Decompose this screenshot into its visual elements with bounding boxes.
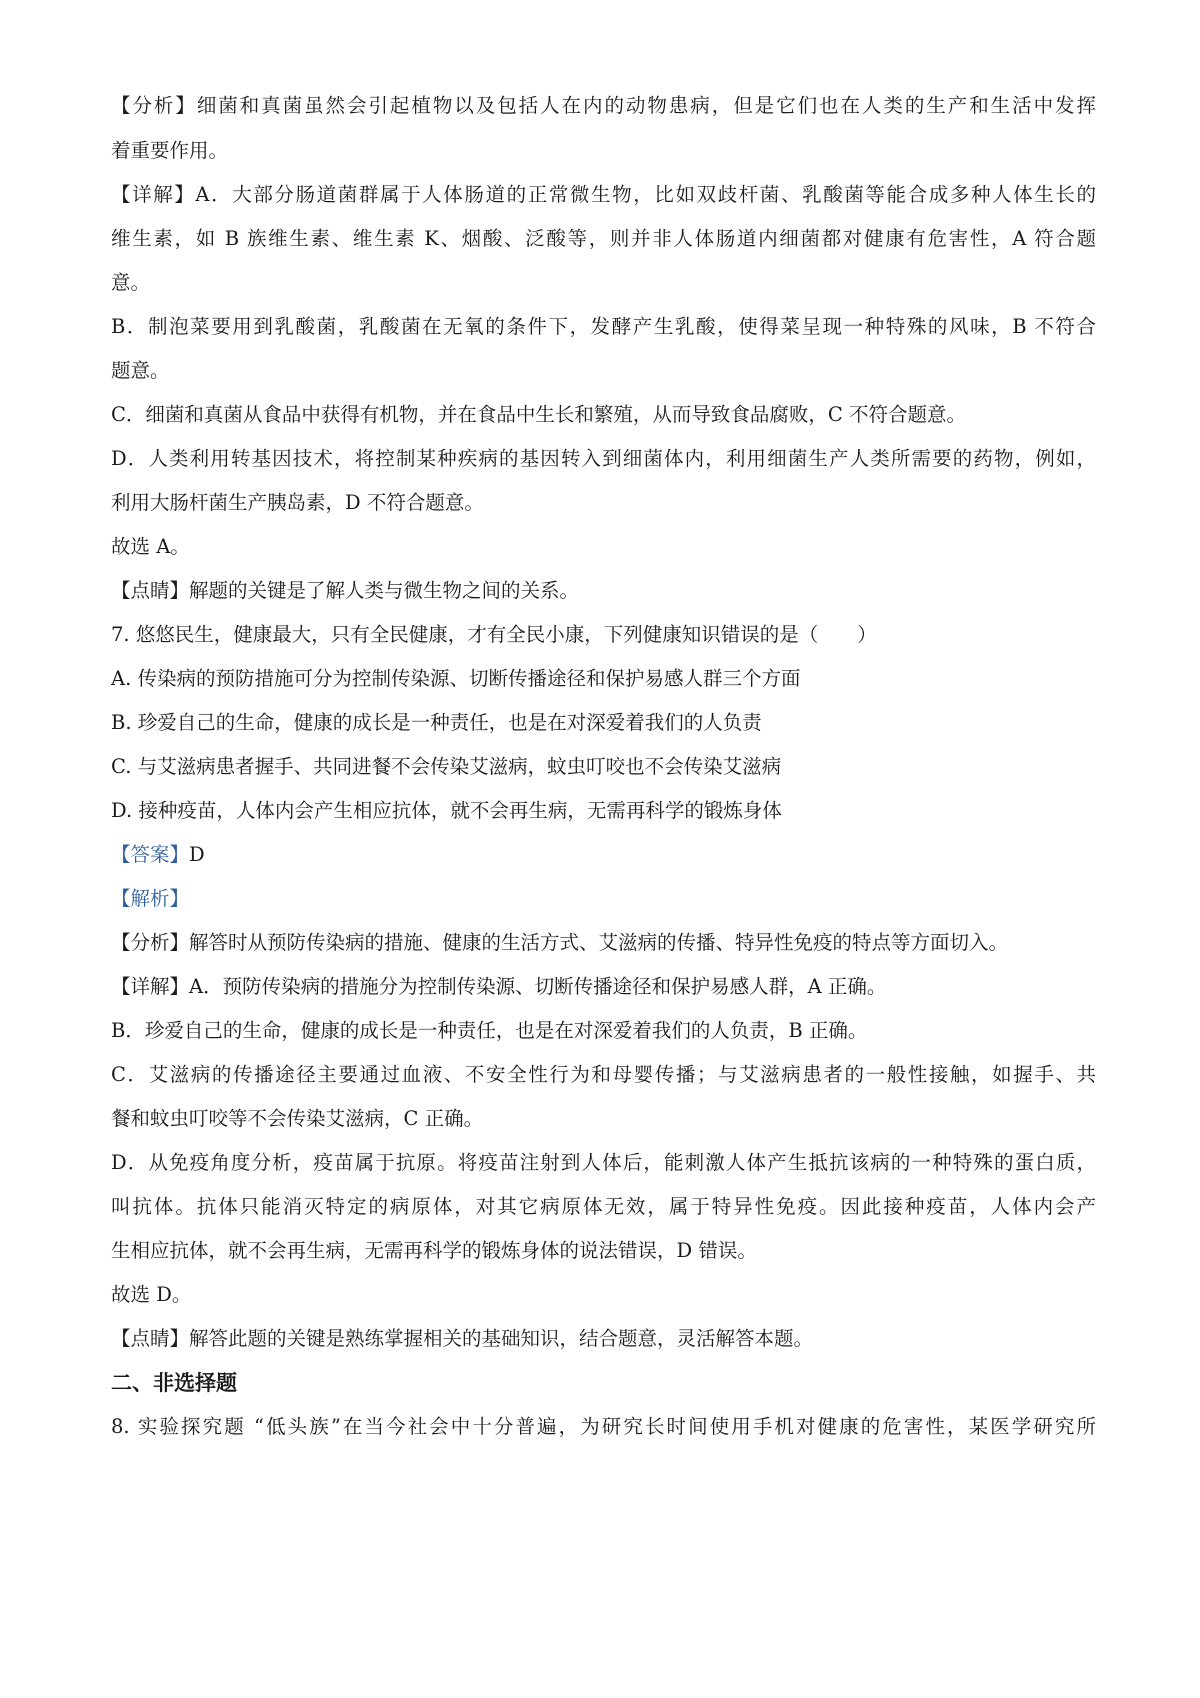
q7-explanation-label: 【解析】 [111, 887, 190, 910]
q6-conclusion: 故选 A。 [111, 535, 190, 558]
q7-answer-value: D [189, 843, 205, 866]
q7-option-c: C. 与艾滋病患者握手、共同进餐不会传染艾滋病，蚊虫叮咬也不会传染艾滋病 [111, 755, 782, 778]
q7-detail-a: 【详解】A．预防传染病的措施分为控制传染源、切断传播途径和保护易感人群，A 正确。 [111, 975, 887, 998]
q7-answer-label: 【答案】 [111, 843, 190, 866]
q7-answer [111, 841, 1096, 869]
q7-option-d: D. 接种疫苗，人体内会产生相应抗体，就不会再生病，无需再科学的锻炼身体 [111, 799, 782, 822]
q6-option-b-line-1: B．制泡菜要用到乳酸菌，乳酸菌在无氧的条件下，发酵产生乳酸，使得菜呈现一种特殊的风味，B 不符合 [111, 315, 1096, 338]
q6-option-d-line-1: D．人类利用转基因技术，将控制某种疾病的基因转入到细菌体内，利用细菌生产人类所需要的药物，例如， [111, 447, 1096, 470]
q7-detail-d-line-1: D．从免疫角度分析，疫苗属于抗原。将疫苗注射到人体后，能刺激人体产生抵抗该病的一种特殊的蛋白质， [111, 1151, 1096, 1174]
q6-option-b-line-2: 题意。 [111, 359, 170, 382]
q6-analysis-line-1: 【分析】细菌和真菌虽然会引起植物以及包括人在内的动物患病，但是它们也在人类的生产和生活中发挥 [111, 94, 1096, 117]
q6-option-d-line-2: 利用大肠杆菌生产胰岛素，D 不符合题意。 [111, 491, 484, 514]
q7-option-a: A. 传染病的预防措施可分为控制传染源、切断传播途径和保护易感人群三个方面 [111, 667, 801, 690]
q7-detail-d-line-3: 生相应抗体，就不会再生病，无需再科学的锻炼身体的说法错误，D 错误。 [111, 1239, 757, 1262]
q7-option-b: B. 珍爱自己的生命，健康的成长是一种责任，也是在对深爱着我们的人负责 [111, 711, 762, 734]
q7-stem: 7. 悠悠民生，健康最大，只有全民健康，才有全民小康，下列健康知识错误的是（ ） [111, 623, 877, 646]
q6-option-c-line: C．细菌和真菌从食品中获得有机物，并在食品中生长和繁殖，从而导致食品腐败，C 不符合题意。 [111, 403, 967, 426]
q8-stem-line-1: 8. 实验探究题 “低头族”在当今社会中十分普遍，为研究长时间使用手机对健康的危害性，某医学研究所 [111, 1415, 1096, 1438]
q7-detail-b: B．珍爱自己的生命，健康的成长是一种责任，也是在对深爱着我们的人负责，B 正确。 [111, 1019, 868, 1042]
q6-detail-line-1: 【详解】A．大部分肠道菌群属于人体肠道的正常微生物，比如双歧杆菌、乳酸菌等能合成多种人体生长的 [111, 183, 1096, 206]
q6-detail-line-3: 意。 [111, 271, 151, 294]
q7-detail-d-line-2: 叫抗体。抗体只能消灭特定的病原体，对其它病原体无效，属于特异性免疫。因此接种疫苗，人体内会产 [111, 1195, 1096, 1218]
q6-analysis-line-2: 着重要作用。 [111, 139, 229, 162]
q6-key-point: 【点睛】解题的关键是了解人类与微生物之间的关系。 [111, 579, 580, 602]
q7-detail-c-line-1: C．艾滋病的传播途径主要通过血液、不安全性行为和母婴传播；与艾滋病患者的一般性接触，如握手、共 [111, 1063, 1096, 1086]
q7-conclusion: 故选 D。 [111, 1283, 192, 1306]
section-heading-non-choice: 二、非选择题 [111, 1370, 237, 1395]
q7-key-point: 【点睛】解答此题的关键是熟练掌握相关的基础知识，结合题意，灵活解答本题。 [111, 1327, 814, 1350]
q7-analysis: 【分析】解答时从预防传染病的措施、健康的生活方式、艾滋病的传播、特异性免疫的特点等方面切入。 [111, 931, 1009, 954]
q7-detail-c-line-2: 餐和蚊虫叮咬等不会传染艾滋病，C 正确。 [111, 1107, 484, 1130]
q6-detail-line-2: 维生素，如 B 族维生素、维生素 K、烟酸、泛酸等，则并非人体肠道内细菌都对健康有危害性，A 符合题 [111, 227, 1096, 250]
